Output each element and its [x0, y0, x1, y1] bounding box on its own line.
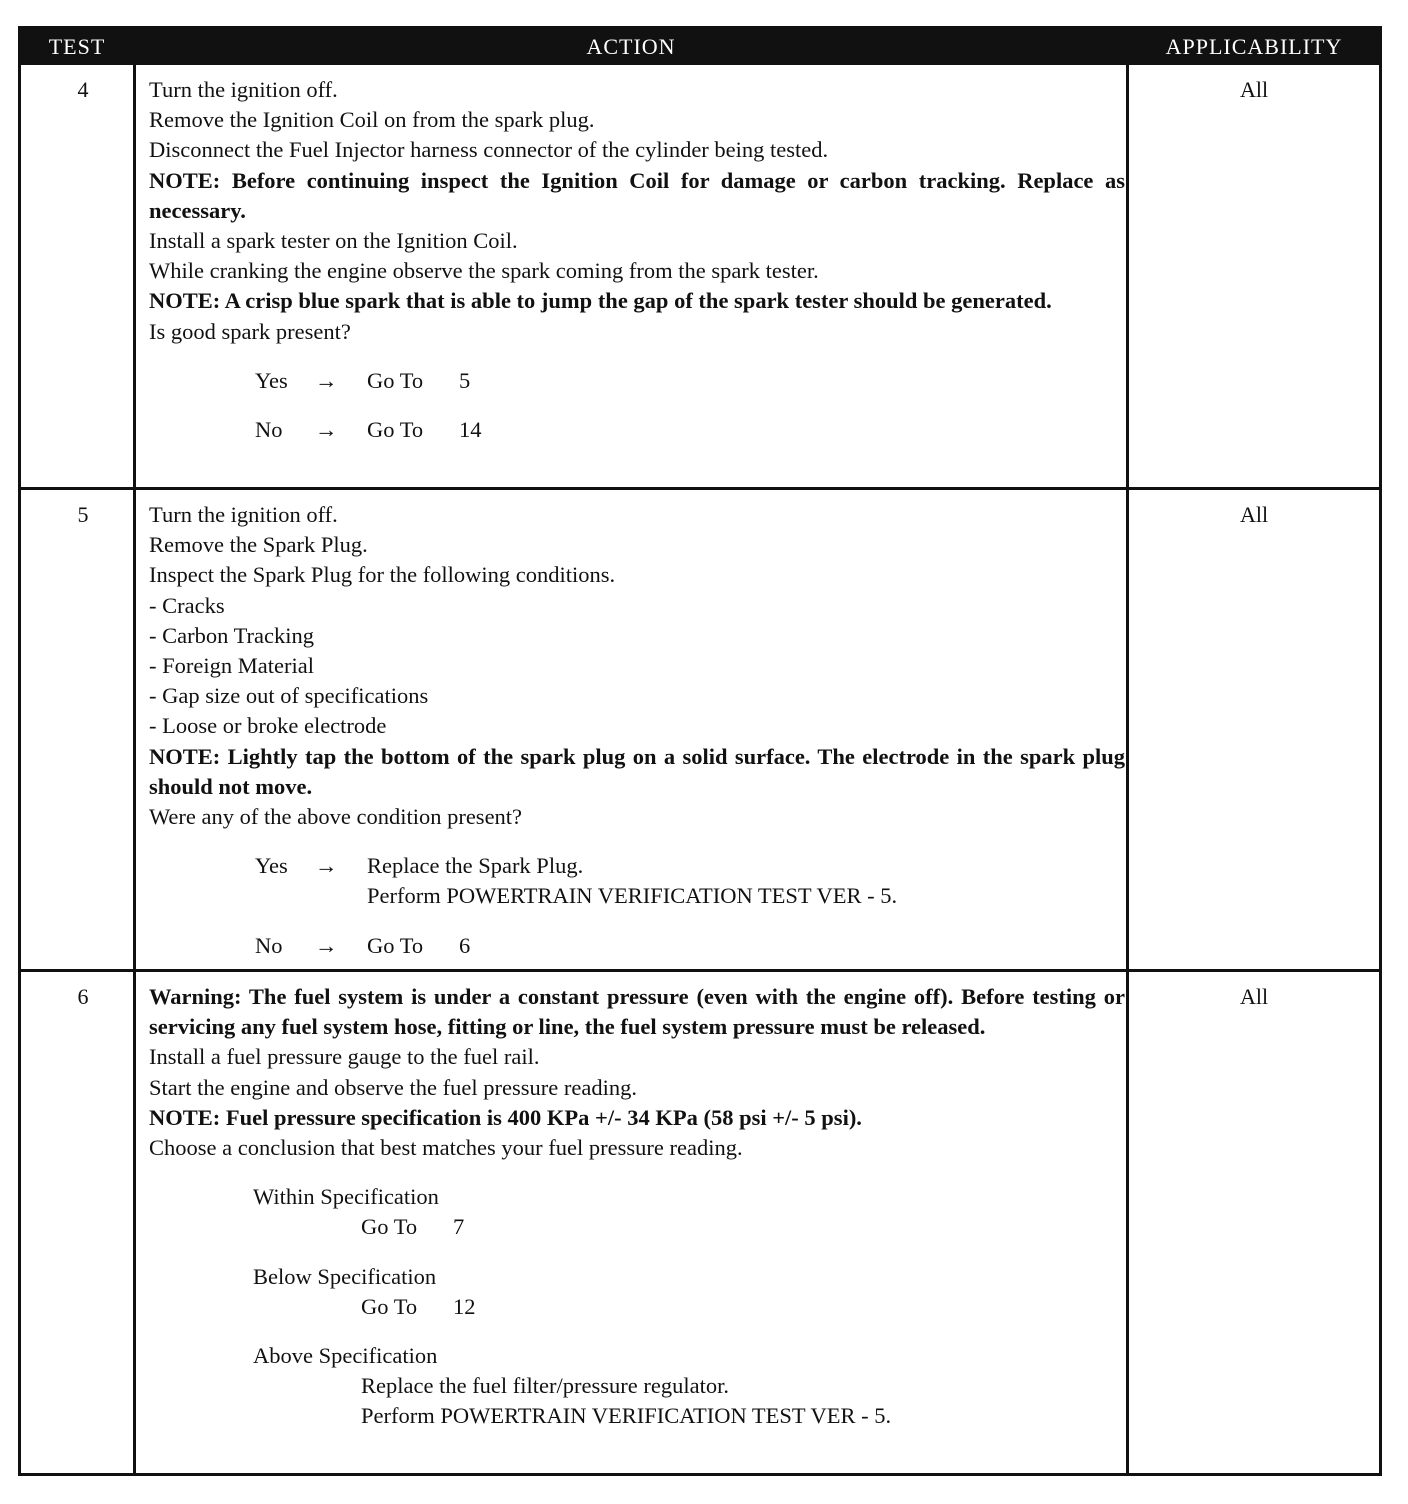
note-text: NOTE: Lightly tap the bottom of the spark plug on a solid surface. The electrode in the spark plug should not move. [149, 743, 1125, 799]
goto-text: Go To [367, 417, 424, 443]
applicability-value: All [1239, 502, 1269, 527]
header-applicability: APPLICABILITY [1165, 34, 1343, 59]
table-header [21, 29, 1379, 65]
conclusion-above: Above Specification [253, 1343, 438, 1369]
action-cell [149, 982, 1125, 1432]
condition-item: - Gap size out of specifications [149, 683, 429, 709]
condition-item: - Cracks [149, 592, 225, 618]
branch-label: No [255, 932, 283, 958]
branch-yes [149, 851, 1125, 881]
applicability-value: All [1239, 77, 1269, 102]
result-text: Perform POWERTRAIN VERIFICATION TEST VER - 5. [361, 1403, 892, 1429]
arrow-icon: → [315, 417, 338, 443]
note-text: NOTE: A crisp blue spark that is able to jump the gap of the spark tester should be generated. [149, 288, 1052, 314]
goto-text: Go To [361, 1293, 418, 1319]
action-cell [149, 500, 1125, 961]
conclusion-below: Below Specification [253, 1263, 437, 1289]
action-line: While cranking the engine observe the spark coming from the spark tester. [149, 258, 819, 284]
header-test: TEST [48, 34, 106, 59]
action-line: Turn the ignition off. [149, 77, 338, 102]
branch-no [149, 931, 1125, 961]
branch-no [149, 415, 1125, 445]
note-text: NOTE: Before continuing inspect the Ignition Coil for damage or carbon tracking. Replace as necessary. [149, 167, 1125, 223]
branch-yes [149, 366, 1125, 396]
test-number: 6 [77, 984, 89, 1009]
note-text: NOTE: Fuel pressure specification is 400 KPa +/- 34 KPa (58 psi +/- 5 psi). [149, 1104, 862, 1130]
question-text: Is good spark present? [149, 318, 351, 344]
goto-target: 5 [459, 367, 471, 393]
branch-label: Yes [255, 367, 288, 393]
goto-text: Go To [361, 1214, 418, 1240]
branch-label: Yes [255, 853, 288, 879]
result-text: Replace the Spark Plug. [367, 853, 584, 879]
conclusion-goto [149, 1292, 1125, 1322]
diagnostic-table [18, 26, 1382, 1476]
test-number: 5 [77, 502, 89, 527]
result-text: Replace the fuel filter/pressure regulator. [361, 1373, 729, 1399]
action-line: Install a spark tester on the Ignition Coil. [149, 228, 518, 254]
table-row [21, 972, 1379, 1476]
conclusion-within: Within Specification [253, 1184, 439, 1210]
action-cell [149, 75, 1125, 445]
conclusion-goto [149, 1212, 1125, 1242]
action-line: Inspect the Spark Plug for the following conditions. [149, 562, 616, 588]
test-number: 4 [77, 77, 89, 102]
goto-target: 6 [459, 932, 471, 958]
arrow-icon: → [315, 853, 338, 879]
result-text: Perform POWERTRAIN VERIFICATION TEST VER - 5. [367, 883, 898, 909]
goto-text: Go To [367, 367, 424, 393]
goto-target: 7 [453, 1214, 465, 1240]
table-row [21, 490, 1379, 969]
goto-target: 12 [453, 1293, 476, 1319]
action-line: Start the engine and observe the fuel pressure reading. [149, 1074, 637, 1100]
arrow-icon: → [315, 367, 338, 393]
branch-label: No [255, 417, 283, 443]
condition-item: - Loose or broke electrode [149, 713, 387, 739]
question-text: Choose a conclusion that best matches your fuel pressure reading. [149, 1135, 743, 1161]
condition-item: - Carbon Tracking [149, 622, 314, 648]
action-line: Install a fuel pressure gauge to the fuel rail. [149, 1044, 540, 1070]
action-line: Remove the Ignition Coil on from the spark plug. [149, 107, 595, 133]
action-line: Disconnect the Fuel Injector harness connector of the cylinder being tested. [149, 137, 829, 163]
arrow-icon: → [315, 932, 338, 958]
warning-text: Warning: The fuel system is under a constant pressure (even with the engine off). Before testing or servicing any fuel system hose, fitting or line, the fuel system pressure must be released. [149, 984, 1125, 1040]
goto-text: Go To [367, 932, 424, 958]
action-line: Remove the Spark Plug. [149, 532, 368, 558]
goto-target: 14 [459, 417, 482, 443]
action-line: Turn the ignition off. [149, 502, 338, 527]
table-row [21, 65, 1379, 487]
header-action: ACTION [586, 34, 676, 59]
question-text: Were any of the above condition present? [149, 804, 523, 830]
condition-item: - Foreign Material [149, 653, 314, 679]
applicability-value: All [1239, 984, 1269, 1009]
